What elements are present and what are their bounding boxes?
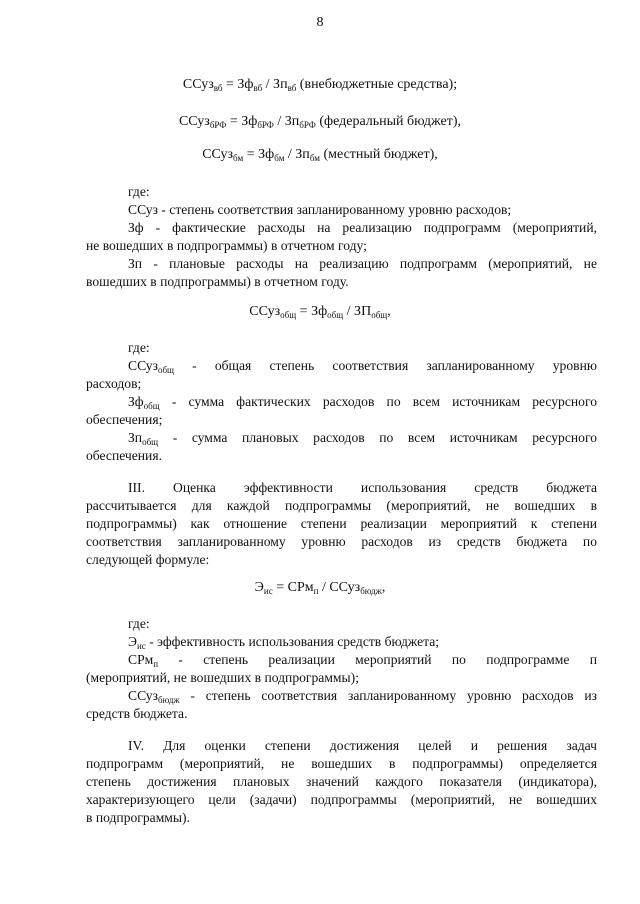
term: Зф xyxy=(128,394,144,409)
formula-note: (внебюджетные средства); xyxy=(296,77,458,92)
definition-zf-cont: не вошедших в подпрограммы) в отчетном году; xyxy=(86,238,367,253)
page-number: 8 xyxy=(316,15,324,30)
definition-ssuz-obsh xyxy=(128,357,597,375)
formula-sub: п xyxy=(313,586,319,596)
definition-zp-obsh xyxy=(128,429,597,447)
formula-sub: вб xyxy=(213,83,223,93)
formula-text: / ССуз xyxy=(318,580,361,595)
definition-zf: Зф - фактические расходы на реализацию подпрограмм (мероприятий, xyxy=(128,220,597,235)
term-sub: общ xyxy=(142,437,159,447)
formula-text: = Зф xyxy=(226,114,258,129)
formula-sub: бРФ xyxy=(299,120,316,130)
formula-sub: бм xyxy=(309,153,320,163)
section-3-line: III. Оценка эффективности использования средств бюджета xyxy=(128,480,597,495)
term-sub: общ xyxy=(157,365,174,375)
formula-text: / ЗП xyxy=(343,304,372,319)
formula-sub: вб xyxy=(253,83,263,93)
section-4-line: IV. Для оценки степени достижения целей и решения задач xyxy=(128,738,597,753)
formula-text: = СРм xyxy=(272,580,314,595)
formula-mb xyxy=(0,147,640,163)
formula-sub: общ xyxy=(280,310,297,320)
definition-cont: обеспечения; xyxy=(86,412,163,427)
formula-text: Э xyxy=(254,580,264,595)
formula-eff xyxy=(0,580,640,596)
definition-ssuz: ССуз - степень соответствия запланированному уровню расходов; xyxy=(128,202,512,217)
formula-sub: бм xyxy=(274,153,285,163)
formula-sub: вб xyxy=(287,83,297,93)
formula-sub: бм xyxy=(233,153,244,163)
formula-sub: общ xyxy=(371,310,388,320)
definition-zf-obsh xyxy=(128,393,597,411)
formula-text: ССуз xyxy=(182,77,214,92)
formula-note: (федеральный бюджет), xyxy=(315,114,462,129)
formula-note: , xyxy=(387,304,391,319)
section-4-line: характеризующего цели (задачи) подпрограммы (мероприятий, не вошедших xyxy=(86,792,597,807)
definition-eis xyxy=(128,633,439,651)
section-3-line: соответствия запланированному уровню расходов из средств бюджета по xyxy=(86,534,597,549)
term: ССуз xyxy=(128,688,158,703)
term-sub: ис xyxy=(136,641,146,651)
where-label: где: xyxy=(128,616,150,631)
definition-text: - сумма плановых расходов по всем источникам ресурсного xyxy=(158,430,597,445)
section-3-line: рассчитывается для каждой подпрограммы (мероприятий, не вошедших в xyxy=(86,498,597,513)
term: Зп xyxy=(128,430,143,445)
formula-text: = Зф xyxy=(296,304,328,319)
section-4-line: степень достижения плановых значений каждого показателя (индикатора), xyxy=(86,774,597,789)
formula-text: / Зп xyxy=(284,147,310,162)
formula-sub: бРФ xyxy=(257,120,274,130)
term: ССуз xyxy=(128,358,158,373)
formula-text: = Зф xyxy=(222,77,254,92)
formula-sub: общ xyxy=(327,310,344,320)
definition-cont: расходов; xyxy=(86,376,142,391)
formula-text: / Зп xyxy=(273,114,300,129)
formula-note: , xyxy=(381,580,386,595)
formula-note: (местный бюджет), xyxy=(320,147,438,162)
term-sub: общ xyxy=(143,401,160,411)
definition-srm xyxy=(128,651,597,669)
where-label: где: xyxy=(128,340,150,355)
formula-text: = Зф xyxy=(243,147,275,162)
formula-text: / Зп xyxy=(262,77,288,92)
where-label: где: xyxy=(128,184,150,199)
term: Э xyxy=(128,634,137,649)
definition-text: - общая степень соответствия запланированному уровню xyxy=(173,358,597,373)
term-sub: бюдж xyxy=(157,695,180,705)
formula-sub: ис xyxy=(263,586,273,596)
formula-vb xyxy=(0,77,640,93)
definition-zp: Зп - плановые расходы на реализацию подпрограмм (мероприятий, не xyxy=(128,256,597,271)
definition-text: - сумма фактических расходов по всем источникам ресурсного xyxy=(159,394,597,409)
definition-text: - степень соответствия запланированному уровню расходов из xyxy=(179,688,597,703)
formula-text: ССуз xyxy=(178,114,210,129)
definition-text: - степень реализации мероприятий по подпрограмме п xyxy=(158,652,597,667)
section-4-line: подпрограмм (мероприятий, не вошедших в подпрограммы) определяется xyxy=(86,756,597,771)
formula-text: ССуз xyxy=(202,147,234,162)
formula-sub: бюдж xyxy=(360,586,382,596)
formula-text: ССуз xyxy=(249,304,281,319)
definition-zp-cont: вошедших в подпрограммы) в отчетном году. xyxy=(86,274,349,289)
term: СРм xyxy=(128,652,154,667)
term-sub: п xyxy=(153,659,159,669)
section-3-line: подпрограммы) как отношение степени реализации мероприятий к степени xyxy=(86,516,597,531)
formula-obsh xyxy=(0,304,640,320)
definition-ssuz-budzh xyxy=(128,687,597,705)
section-4-line: в подпрограммы). xyxy=(86,810,190,825)
definition-cont: обеспечения. xyxy=(86,448,162,463)
formula-frf xyxy=(0,114,640,130)
formula-sub: бРФ xyxy=(209,120,227,130)
section-3-line: следующей формуле: xyxy=(86,552,210,567)
definition-text: - эффективность использования средств бюджета; xyxy=(145,634,440,649)
definition-cont: (мероприятий, не вошедших в подпрограммы); xyxy=(86,670,359,685)
definition-cont: средств бюджета. xyxy=(86,706,188,721)
